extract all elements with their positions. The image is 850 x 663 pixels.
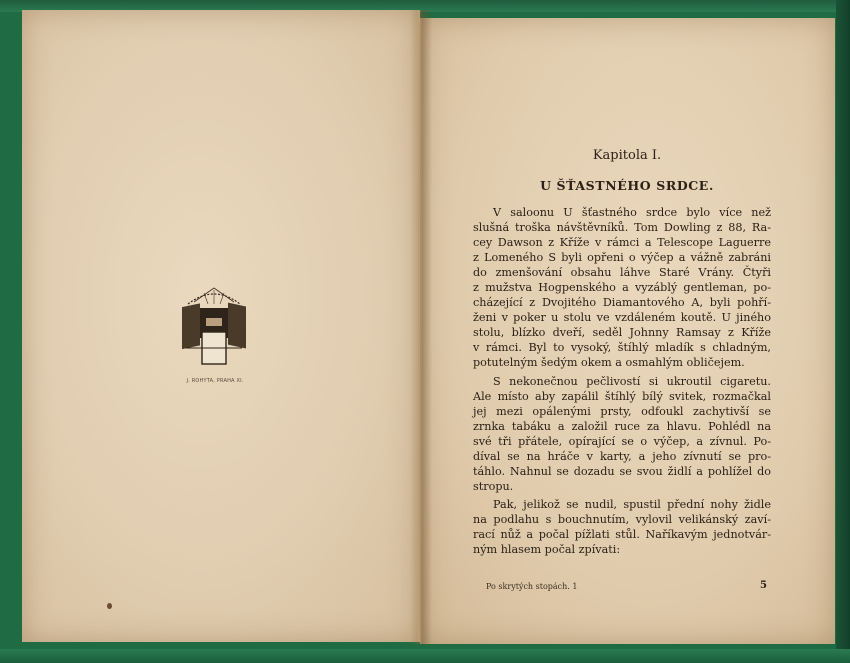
book-cover-bottom-edge [0,649,850,663]
body-line: své tři přátele, opírající se o výčep, a zívnul. Po- [473,435,771,448]
body-line: na podlahu s bouchnutím, vylovil velikánský zaví- [473,513,771,526]
body-line: cházející z Dvojitého Diamantového A, byli pohří- [473,296,771,309]
body-line: z mužstva Hogpenského a vyzáblý gentleman, po- [473,281,771,294]
chapter-title: U ŠŤASTNÉHO SRDCE. [540,178,714,193]
printer-mark: J. ROHYTA, PRAHA XI. [186,378,244,384]
body-line: v rámci. Byl to vysoký, štíhlý mladík s chladným, [473,341,771,354]
paper-stain [107,603,112,609]
body-line: díval se na hráče v karty, a jeho zívnutí se pro- [473,450,771,463]
body-line: slušná troška návštěvníků. Tom Dowling z 88, Ra- [473,221,771,234]
body-line: Ale místo aby zapálil štíhlý bílý svitek, rozmačkal [473,390,771,403]
body-line: cey Dawson z Kříže v rámci a Telescope Laguerre [473,236,771,249]
body-line: z Lomeného S byli opřeni o výčep a vážně zabráni [473,251,771,264]
page-number: 5 [760,580,767,591]
body-line: Pak, jelikož se nudil, spustil přední nohy židle [493,498,771,511]
body-line: ženi v poker u stolu ve vzdáleném koutě. U jiného [473,311,771,324]
body-line: zrnka tabáku a založil ruce za hlavu. Pohlédl na [473,420,771,433]
press-emblem-icon [178,278,250,374]
body-line: do zmenšování obsahu láhve Staré Vrány. Čtyři [473,266,771,279]
body-line: V saloonu U šťastného srdce bylo více než [493,206,771,219]
body-line: jej mezi opálenými prsty, odfoukl zachytivší se [473,405,771,418]
body-line: potutelným šedým okem a osmahlým obličejem. [473,356,745,369]
body-line: stolu, blízko dveří, seděl Johnny Ramsay z Kříže [473,326,771,339]
body-line: stropu. [473,480,514,493]
body-line: táhlo. Nahnul se dozadu se svou židlí a pohlížel do [473,465,771,478]
body-line: ným hlasem počal zpívati: [473,543,621,556]
chapter-heading: Kapitola I. [592,148,662,163]
body-line: S nekonečnou pečlivostí si ukroutil cigaretu. [493,375,771,388]
body-line: rací nůž a počal pížlati stůl. Naříkavým jednotvár- [473,528,771,541]
book-cover-right-edge [836,0,850,663]
footer-signature: Po skrytých stopách. 1 [486,582,578,591]
